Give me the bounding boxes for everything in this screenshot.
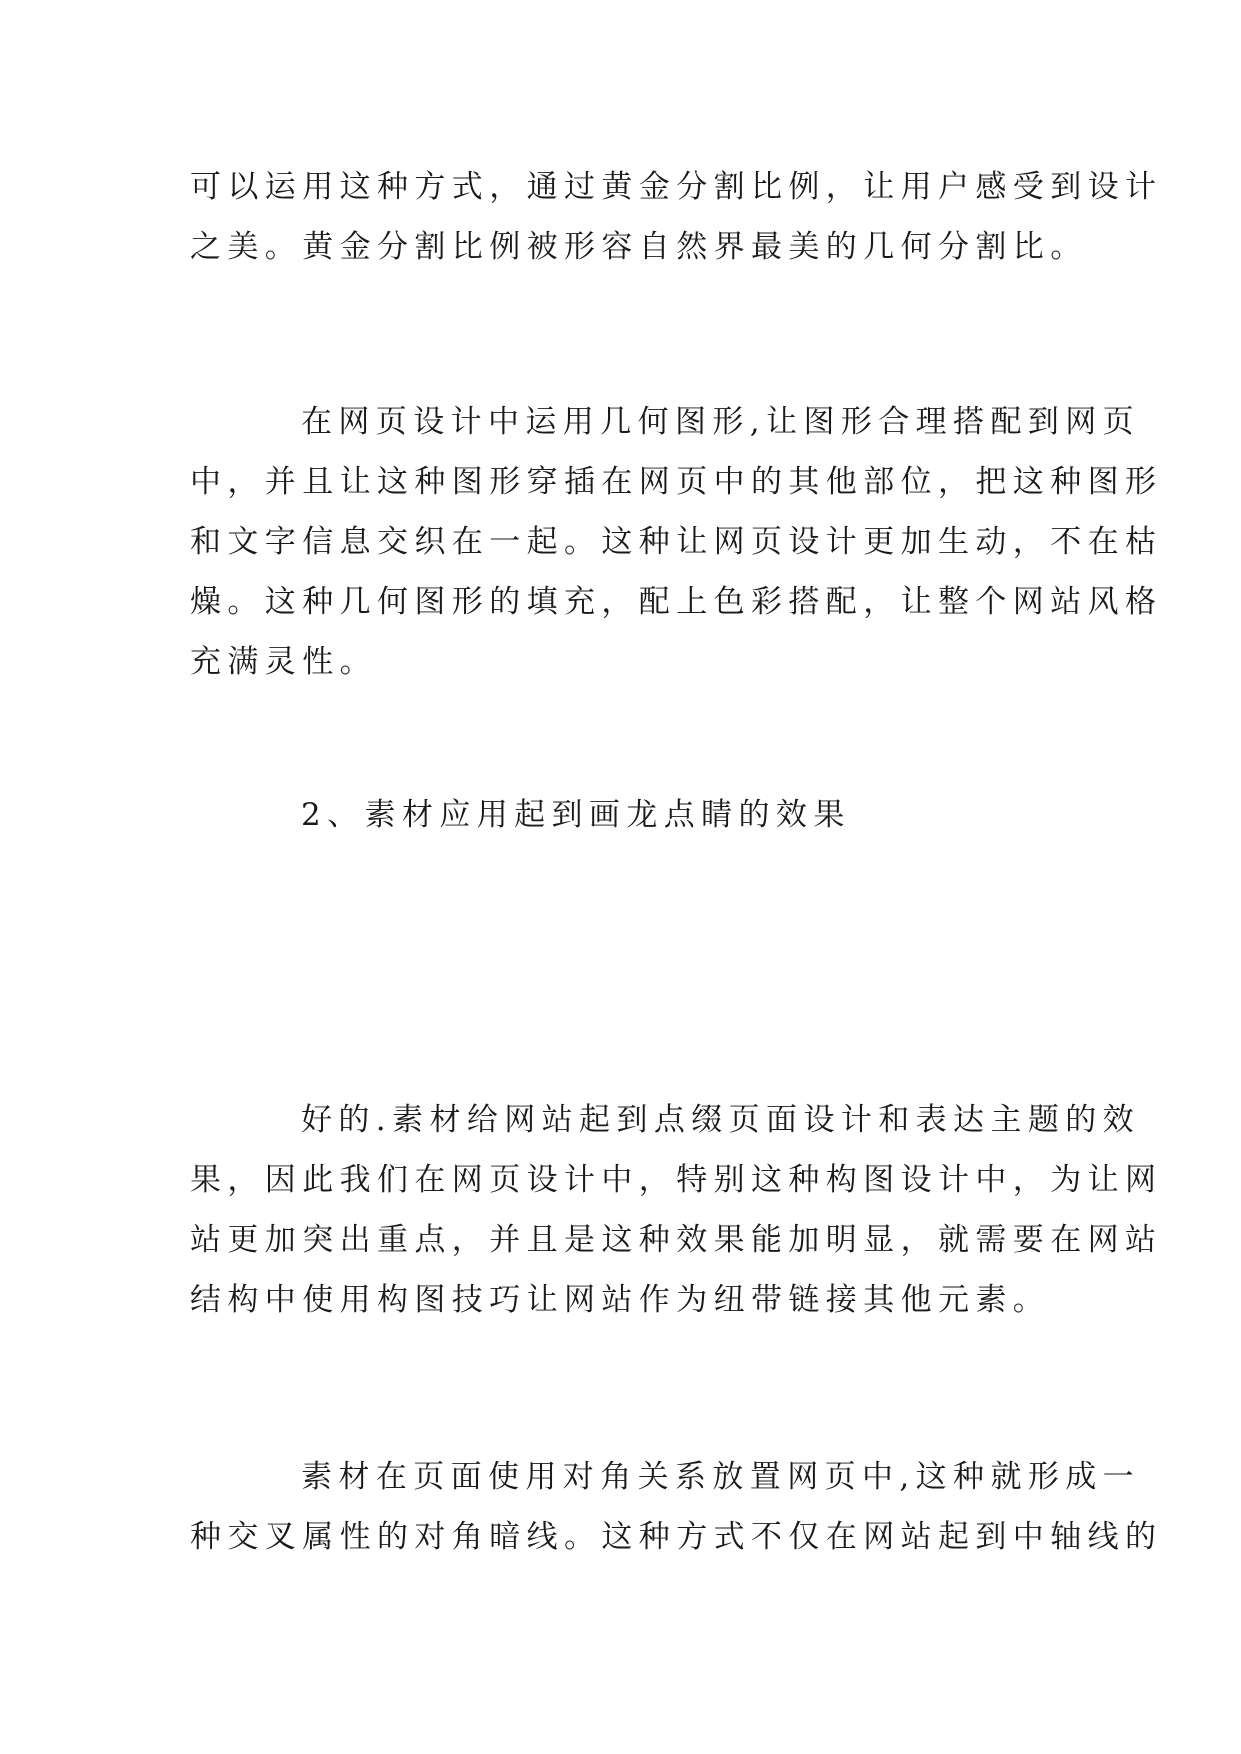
- heading-text: 2、素材应用起到画龙点睛的效果: [301, 797, 851, 833]
- section-heading: [190, 785, 1060, 845]
- text-line: 种交叉属性的对角暗线。这种方式不仅在网站起到中轴线的: [190, 1519, 1163, 1555]
- paragraph-golden-ratio: [190, 157, 1163, 277]
- text-line: 好的.素材给网站起到点缀页面设计和表达主题的效: [301, 1102, 1141, 1138]
- text-line: 可以运用这种方式，通过黄金分割比例，让用户感受到设计: [190, 169, 1163, 205]
- paragraph-geometric-shapes: [190, 392, 1163, 692]
- text-line: 在网页设计中运用几何图形,让图形合理搭配到网页: [301, 404, 1141, 440]
- paragraph-materials: [190, 1090, 1163, 1330]
- text-line: 果，因此我们在网页设计中，特别这种构图设计中，为让网: [190, 1162, 1163, 1198]
- text-line: 充满灵性。: [190, 644, 377, 680]
- text-line: 中，并且让这种图形穿插在网页中的其他部位，把这种图形: [190, 464, 1163, 500]
- text-line: 和文字信息交织在一起。这种让网页设计更加生动，不在枯: [190, 524, 1163, 560]
- text-line: 之美。黄金分割比例被形容自然界最美的几何分割比。: [190, 229, 1088, 265]
- paragraph-diagonal-placement: [190, 1447, 1163, 1567]
- text-line: 站更加突出重点，并且是这种效果能加明显，就需要在网站: [190, 1222, 1163, 1258]
- text-line: 燥。这种几何图形的填充，配上色彩搭配，让整个网站风格: [190, 584, 1163, 620]
- text-line: 结构中使用构图技巧让网站作为纽带链接其他元素。: [190, 1282, 1051, 1318]
- text-line: 素材在页面使用对角关系放置网页中,这种就形成一: [301, 1459, 1141, 1495]
